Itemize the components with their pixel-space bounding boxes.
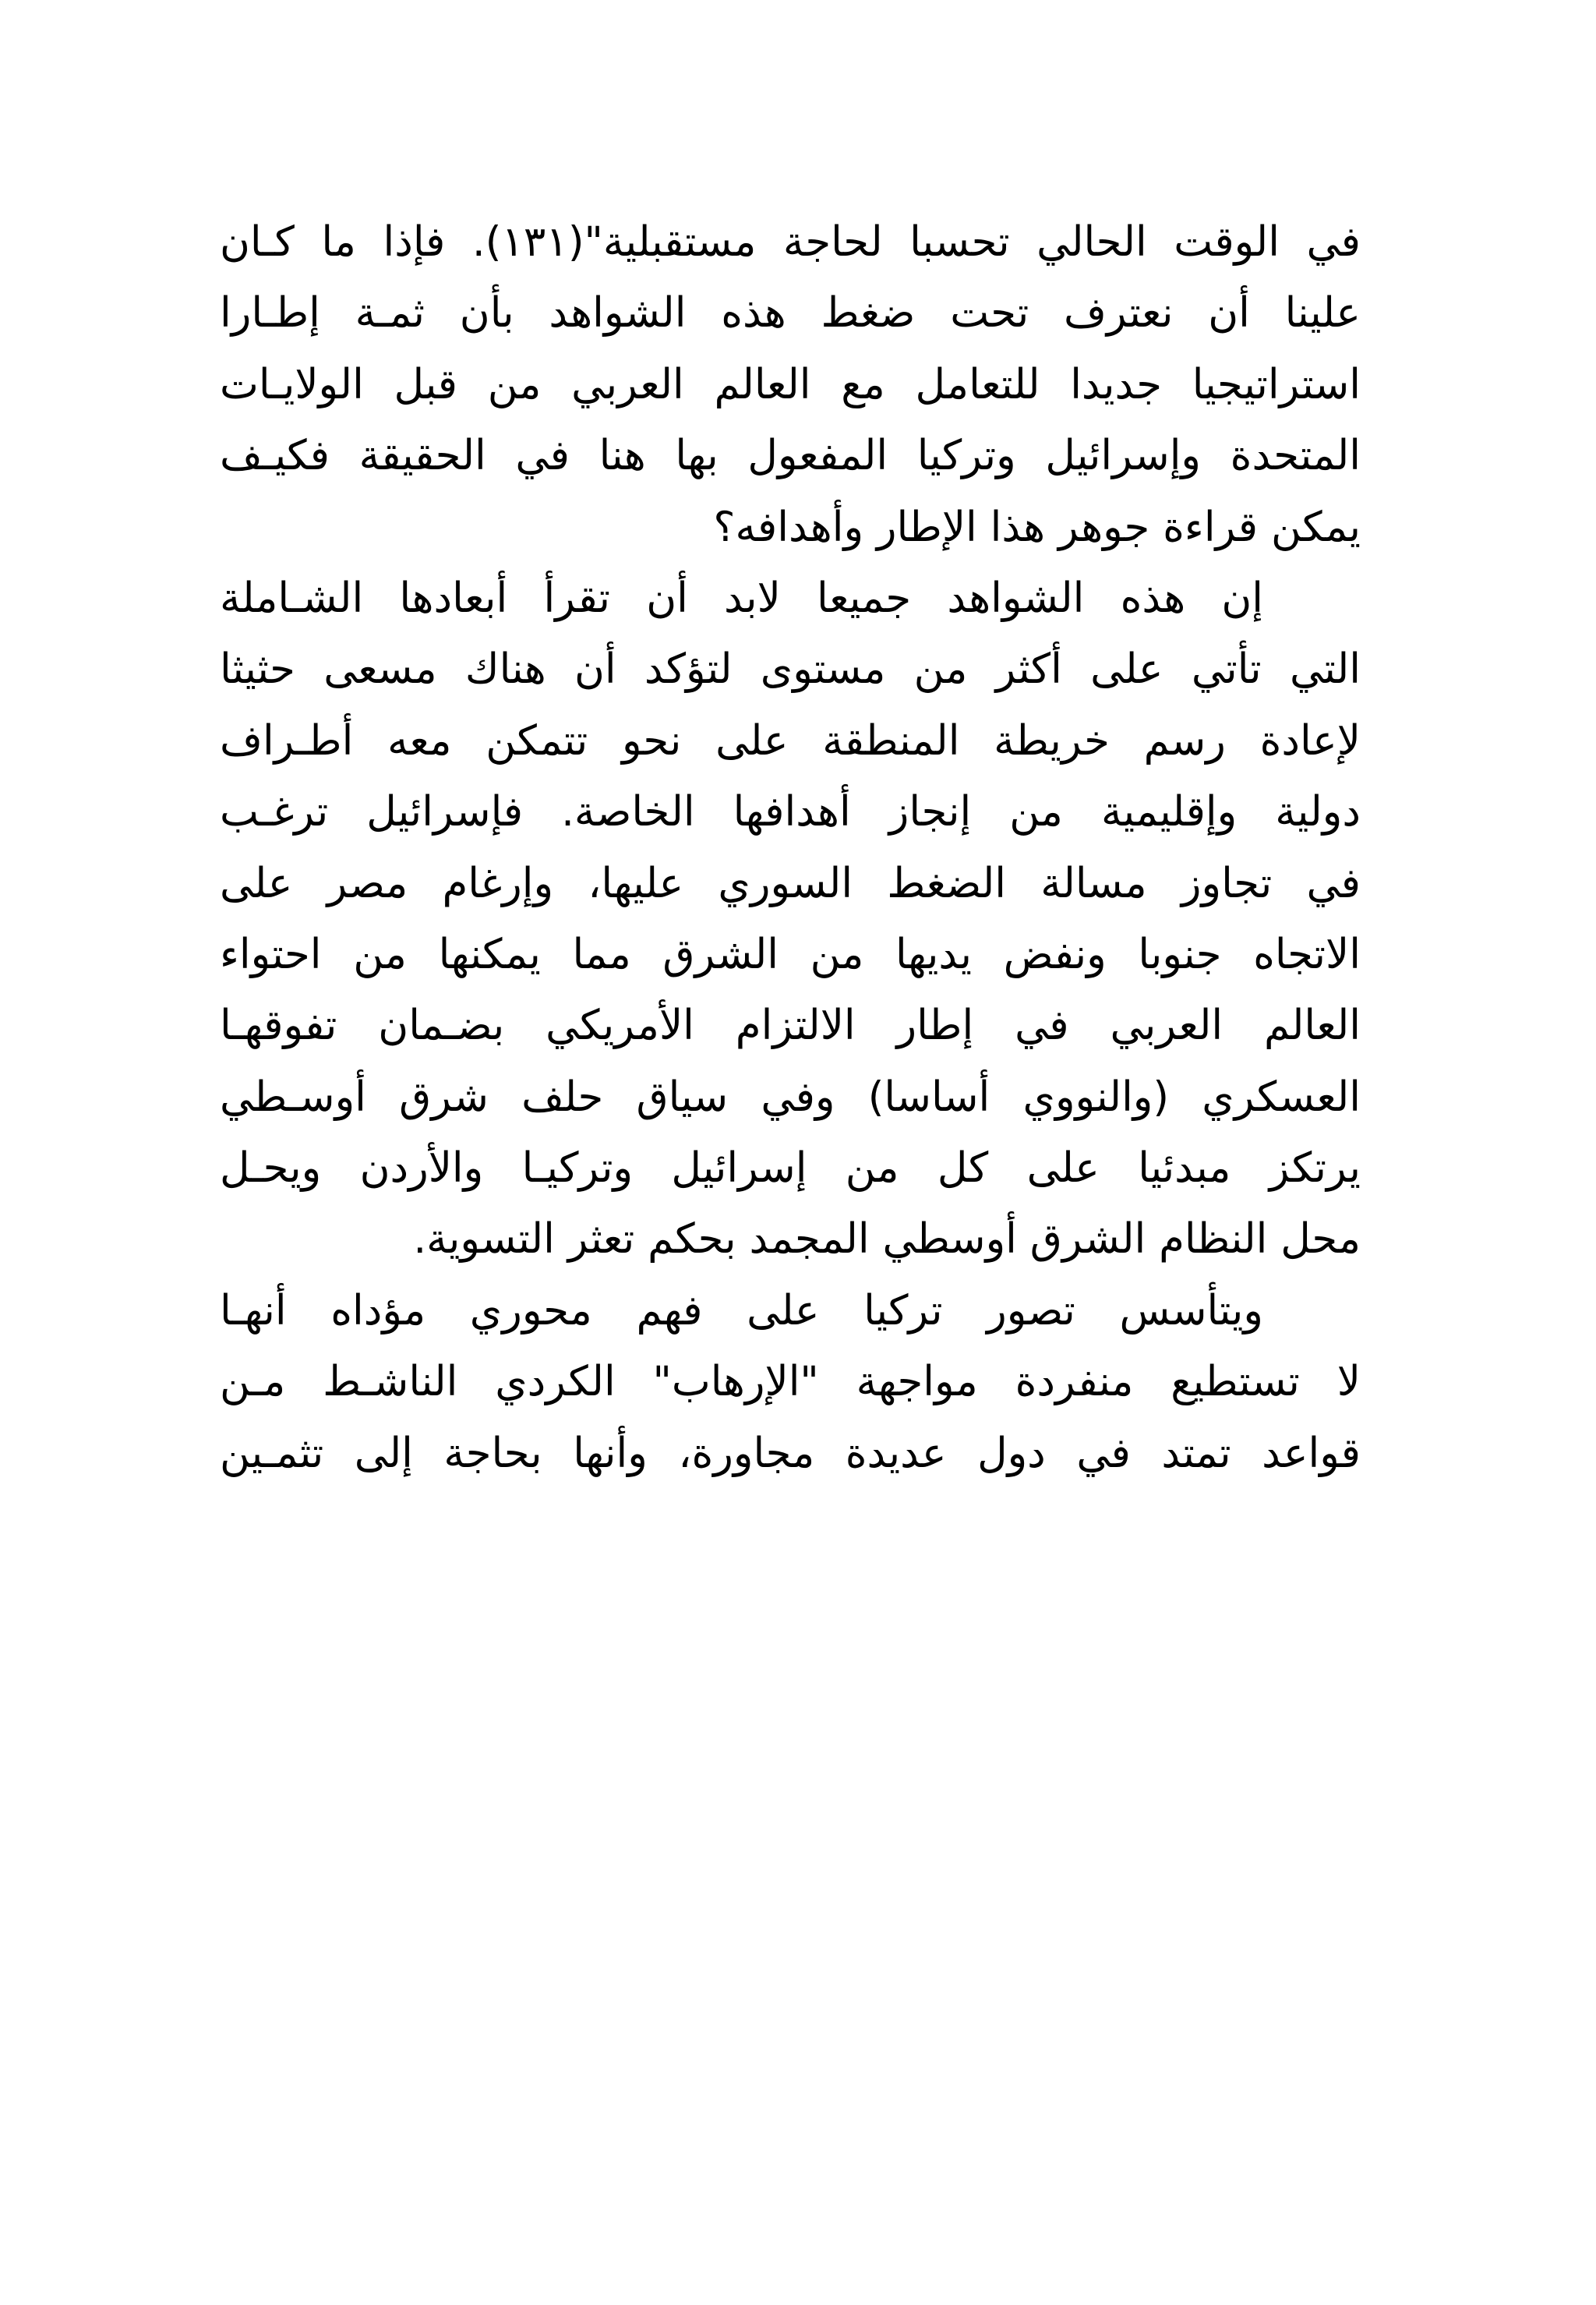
text-line: يرتكز مبدئيا على كل من إسرائيل وتركيـا والأردن ويحـل [220, 1144, 1361, 1193]
text-line: ويتأسس تصور تركيا على فهم محوري مؤداه أنهـا [220, 1286, 1263, 1335]
text-line: دولية وإقليمية من إنجاز أهدافها الخاصة. فإسرائيل ترغـب [220, 788, 1361, 836]
paragraph-1 [220, 207, 1361, 563]
text-line: الاتجاه جنوبا ونفض يديها من الشرق مما يمكنها من احتواء [220, 930, 1361, 978]
paragraph-2 [220, 563, 1361, 1275]
text-line: علينا أن نعترف تحت ضغط هذه الشواهد بأن ثمـة إطـارا [220, 289, 1361, 338]
text-line: قواعد تمتد في دول عديدة مجاورة، وأنها بحاجة إلى تثمـين [220, 1429, 1361, 1477]
text-line: لإعادة رسم خريطة المنطقة على نحو تتمكن معه أطـراف [220, 716, 1361, 765]
paragraph-3 [220, 1275, 1361, 1489]
text-line: في تجاوز مسالة الضغط السوري عليها، وإرغام مصر على [220, 859, 1361, 907]
text-line: العالم العربي في إطار الالتزام الأمريكي بضـمان تفوقهـا [220, 1002, 1361, 1050]
text-line: لا تستطيع منفردة مواجهة "الإرهاب" الكردي الناشـط مـن [220, 1358, 1361, 1406]
document-body [220, 207, 1361, 1489]
text-line: إن هذه الشواهد جميعا لابد أن تقرأ أبعادها الشـاملة [220, 574, 1263, 622]
text-line: محل النظام الشرق أوسطي المجمد بحكم تعثر التسوية. [413, 1215, 1361, 1264]
text-line: التي تأتي على أكثر من مستوى لتؤكد أن هناك مسعى حثيثا [220, 645, 1361, 694]
text-line: يمكن قراءة جوهر هذا الإطار وأهدافه؟ [713, 503, 1361, 551]
text-line: استراتيجيا جديدا للتعامل مع العالم العربي من قبل الولايـات [220, 360, 1361, 408]
text-line: في الوقت الحالي تحسبا لحاجة مستقبلية"(١٣١). فإذا ما كـان [220, 218, 1361, 266]
text-line: العسكري (والنووي أساسا) وفي سياق حلف شرق أوسـطي [220, 1073, 1361, 1121]
text-line: المتحدة وإسرائيل وتركيا المفعول بها هنا في الحقيقة فكيـف [220, 432, 1361, 480]
